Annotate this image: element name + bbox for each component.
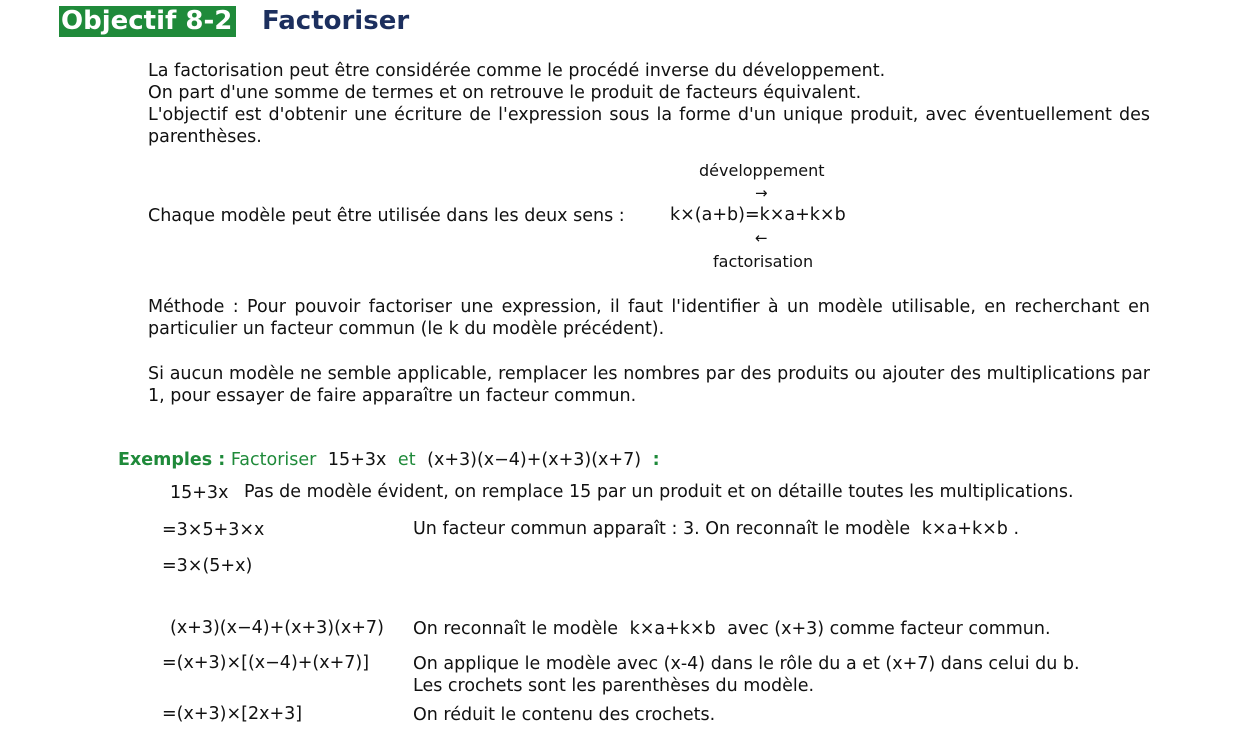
ex1-step1-end: .	[1013, 519, 1020, 539]
ex2-start-expression: (x+3)(x−4)+(x+3)(x+7)	[170, 618, 384, 638]
objective-badge: Objectif 8-2	[59, 6, 236, 37]
ex2-step1-text-2: Les crochets sont les parenthèses du modèle.	[413, 676, 815, 696]
ex2-start-explanation	[413, 618, 1051, 640]
ex2-start-end: avec (x+3) comme facteur commun.	[727, 619, 1051, 639]
ex1-step2-expression: =3×(5+x)	[162, 556, 253, 576]
ex2-step1-expression: =(x+3)×[(x−4)+(x+7)]	[162, 653, 370, 673]
intro-line-3: L'objectif est d'obtenir une écriture de l'expression sous la forme d'un unique produit, avec éventuellement des parenthèses.	[148, 105, 1150, 147]
ex1-step1-text: Un facteur commun apparaît : 3. On reconnaît le modèle	[413, 519, 911, 539]
example-expression-2: (x+3)(x−4)+(x+3)(x+7)	[427, 450, 642, 470]
intro-line-1: La factorisation peut être considérée comme le procédé inverse du développement.	[148, 61, 886, 81]
page-title: Factoriser	[262, 6, 410, 36]
right-arrow-icon: →	[755, 184, 768, 202]
examples-verb: Factoriser	[230, 450, 317, 470]
ex1-step1-model: k×a+k×b	[921, 519, 1008, 539]
ex1-step1-expression: =3×5+3×x	[162, 520, 265, 540]
development-label: développement	[699, 161, 825, 180]
factorisation-label: factorisation	[713, 252, 814, 271]
examples-label: Exemples :	[118, 450, 226, 470]
ex2-step1-text: On applique le modèle avec (x-4) dans le rôle du a et (x+7) dans celui du b.	[413, 654, 1080, 674]
ex2-step2-text: On réduit le contenu des crochets.	[413, 705, 716, 725]
examples-colon: :	[652, 450, 660, 470]
ex2-start-model: k×a+k×b	[629, 619, 716, 639]
examples-and: et	[397, 450, 416, 470]
ex2-step2-expression: =(x+3)×[2x+3]	[162, 704, 303, 724]
ex1-start-text: Pas de modèle évident, on remplace 15 par un produit et on détaille toutes les multiplications.	[244, 482, 1074, 502]
model-label: Chaque modèle peut être utilisée dans les deux sens :	[148, 206, 625, 226]
model-formula: k×(a+b)=k×a+k×b	[670, 205, 846, 225]
left-arrow-icon: ←	[755, 229, 768, 247]
ex1-step1-explanation	[413, 518, 1019, 540]
method-paragraph: Méthode : Pour pouvoir factoriser une expression, il faut l'identifier à un modèle utilisable, en recherchant en particulier un facteur commun (le k du modèle précédent).	[148, 297, 1150, 339]
ex1-start-expression: 15+3x	[170, 483, 229, 503]
examples-heading	[118, 449, 660, 471]
ex2-start-text: On reconnaît le modèle	[413, 619, 618, 639]
hint-paragraph: Si aucun modèle ne semble applicable, remplacer les nombres par des produits ou ajouter des multiplications par 1, pour essayer de faire apparaître un facteur commun.	[148, 364, 1150, 406]
intro-line-2: On part d'une somme de termes et on retrouve le produit de facteurs équivalent.	[148, 83, 862, 103]
example-expression-1: 15+3x	[327, 450, 387, 470]
